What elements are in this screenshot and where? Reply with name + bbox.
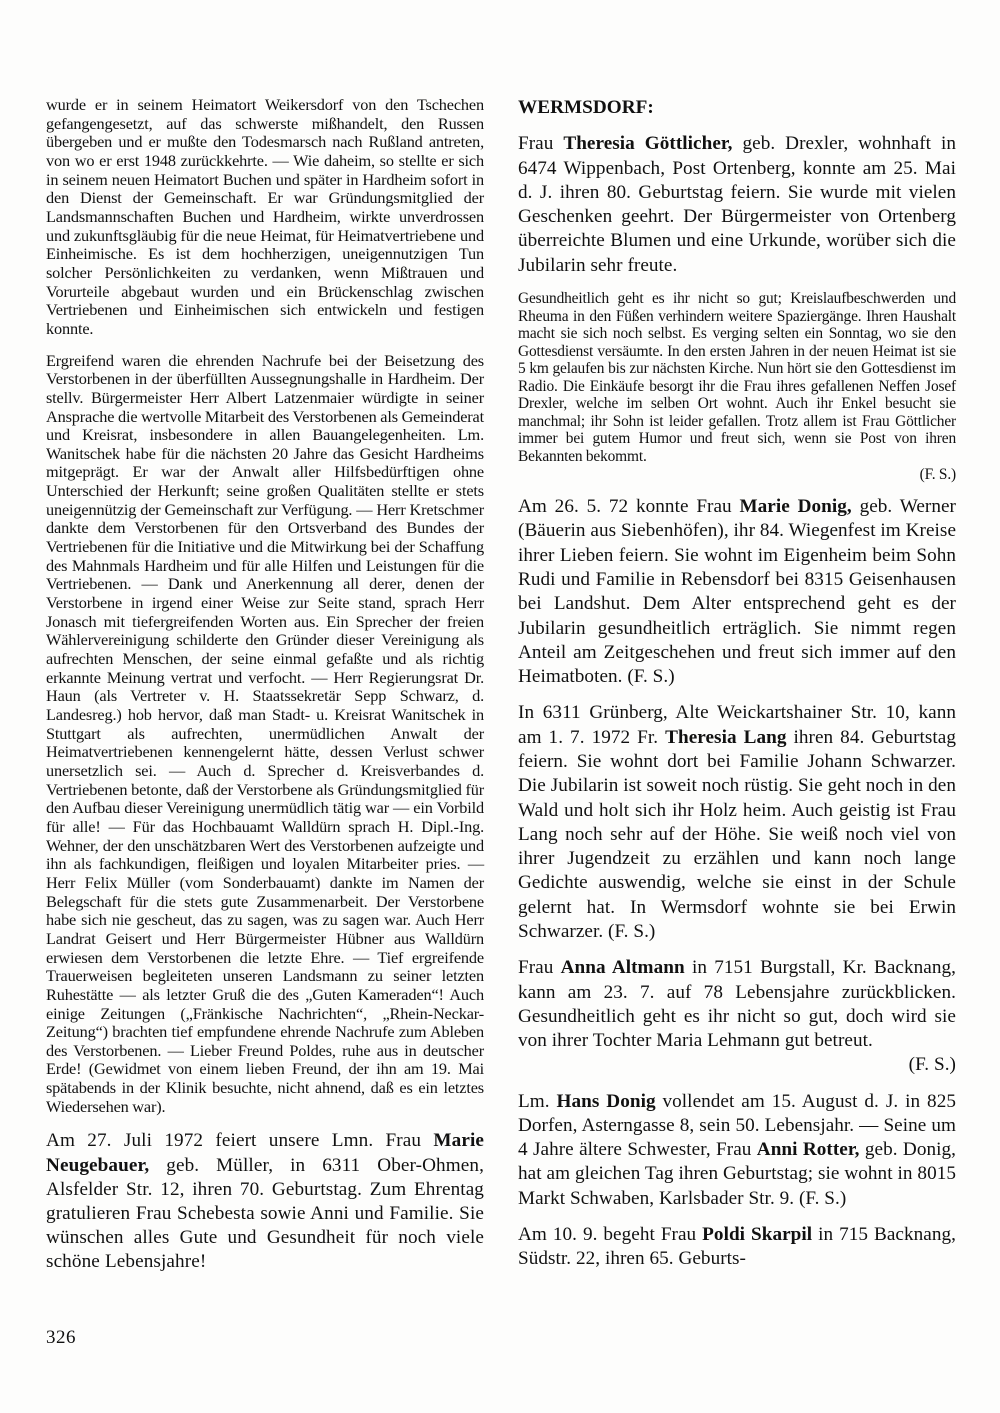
entry-post-text: geb. Donig, hat am gleichen Tag ihren Geburtstag; sie wohnt in 8015 Markt Schwaben, Karlsbader Str. 9. (F. S.)	[518, 1139, 956, 1209]
person-name-marie-donig: Marie Donig,	[739, 496, 852, 518]
entry-post-text: ihren 84. Geburtstag feiern. Sie wohnt dort bei Familie Johann Schwarzer. Die Jubilarin ist soweit noch rüstig. Sie geht noch in den Wald und holt sich ihr Holz heim. Auch geistig ist Frau Lang noch sehr auf der Höhe. Sie weiß noch viel von ihrer Jugendzeit zu erzählen und kann noch lange Gedichte auswendig, welche sie einst in der Schule gelernt hat. In Wermsdorf wohnte sie bei Erwin Schwarzer. (F. S.)	[518, 726, 957, 942]
entry-lang	[518, 701, 956, 944]
person-name-anni-rotter: Anni Rotter,	[756, 1139, 860, 1161]
entry-pre-text: Lm.	[518, 1090, 557, 1112]
person-name-anna-altmann: Anna Altmann	[560, 957, 685, 979]
signature-fs-2: (F. S.)	[908, 1054, 956, 1076]
entry-altmann	[518, 956, 956, 1077]
person-name-neugebauer: Marie Neugebauer,	[46, 1130, 484, 1176]
notice-neugebauer	[46, 1129, 484, 1274]
person-name-goettlicher: Theresia Göttlicher,	[563, 133, 733, 155]
person-name-poldi-skarpil: Poldi Skarpil	[702, 1224, 813, 1246]
section-heading-wermsdorf: WERMSDORF:	[518, 97, 654, 118]
entry-post-text: in 7151 Burgstall, Kr. Backnang, kann am 23. 7. auf 78 Lebensjahre zurückblicken. Gesundheitlich geht es ihr nicht so gut, doch wird sie von ihrer Tochter Maria Lehmann gut betreut.	[518, 957, 956, 1052]
entry-pre-text: Frau	[518, 957, 561, 979]
two-column-layout	[46, 96, 956, 1284]
entry-post-text: geb. Drexler, wohnhaft in 6474 Wippenbach, Post Ortenberg, konnte am 25. Mai d. J. ihren 80. Geburtstag feiern. Sie wurde mit vielen Geschenken geehrt. Der Bürgermeister von Ortenberg überreichte Blumen und eine Urkunde, worüber sich die Jubilarin sehr freute.	[518, 133, 957, 276]
entry-post-text: geb. Werner (Bäuerin aus Siebenhöfen), ihr 84. Wiegenfest im Kreise ihrer Lieben feiern. Sie wohnt im Eigenheim beim Sohn Rudi und Familie in Rebensdorf bei 8315 Geisenhausen bei Landshut. Dem Alter entsprechend geht es der Jubilarin gesundheitlich erträglich. Sie nimmt regen Anteil am Zeitgeschehen und freut sich immer auf den Heimatboten. (F. S.)	[518, 496, 957, 688]
entry-hans-donig	[518, 1090, 956, 1211]
notice-text-post: geb. Müller, in 6311 Ober-Ohmen, Alsfelder Str. 12, ihren 70. Geburtstag. Zum Ehrentag gratulieren Frau Schebesta sowie Anni und Familie. Sie wünschen alles Gute und Gesundheit für noch viele schöne Lebensjahre!	[46, 1154, 484, 1273]
entry-post-text: in 715 Backnang, Südstr. 22, ihren 65. Geburts-	[518, 1224, 956, 1270]
paragraph-obituary-1: wurde er in seinem Heimatort Weikersdorf von den Tschechen gefangengesetzt, auf das schwerste mißhandelt, den Russen übergeben und er mußte den Todesmarsch nach Rußland antreten, von wo er erst 1948 zurückkehrte. — Wie daheim, so stellte er sich in seinem neuen Heimatort Buchen und später in Hardheim sofort in den Dienst der Gemeinschaft. Er war Gründungsmitglied der Landsmannschaften Buchen und Hardheim, wirkte unverdrossen und zukunftsgläubig für die neue Heimat, für Heimatvertriebene und Einheimische. Es ist dem hochherzigen, uneigennutzigen Tun solcher Persönlichkeiten zu verdanken, wenn Mißtrauen und Vorurteile abgebaut wurden und ein Brückenschlag zwischen Vertriebenen und Einheimischen sich entwickeln und festigen konnte.	[46, 95, 484, 338]
entry-pre-text: Am 10. 9. begeht Frau	[518, 1224, 703, 1246]
notice-text-pre: Am 27. Juli 1972 feiert unsere Lmn. Frau	[46, 1130, 434, 1152]
right-column	[518, 96, 956, 1284]
signature-fs-1: (F. S.)	[919, 465, 956, 483]
entry-skarpil	[518, 1223, 956, 1272]
entry-goettlicher-details	[518, 290, 956, 483]
left-column	[46, 96, 484, 1284]
entry-details-text: Gesundheitlich geht es ihr nicht so gut; Kreislaufbeschwerden und Rheuma in den Füßen verhindern weitere Spaziergänge. Ihren Haushalt macht sie sich noch selbst. Es verging selten ein Sonntag, wo sie den Gottesdienst versäumte. In den ersten Jahren in der neuen Heimat ist sie 5 km gelaufen bis zur nächsten Kirche. Nun hört sie den Gottesdienst im Radio. Die Einkäufe besorgt ihr die Frau ihres gefallenen Neffen Josef Drexler, welche im selben Ort wohnt. Auch ihr Enkel besucht sie manchmal; ihr Sohn ist leider gefallen. Trotz allem ist Frau Göttlicher immer bei gutem Humor und freut sich, wenn sie Post von ihren Bekannten bekommt.	[518, 289, 956, 466]
entry-pre-text: Frau	[518, 133, 564, 155]
entry-mid-text: vollendet am 15. August d. J. in 825 Dorfen, Asterngasse 8, sein 50. Lebensjahr. — Seine um 4 Jahre ältere Schwester, Frau	[518, 1090, 956, 1161]
entry-pre-text: In 6311 Grünberg, Alte Weickartshainer Str. 10, kann am 1. 7. 1972 Fr.	[518, 702, 956, 748]
paragraph-obituary-2: Ergreifend waren die ehrenden Nachrufe bei der Beisetzung des Verstorbenen in der überfüllten Aussegnungshalle in Hardheim. Der stellv. Bürgermeister Herr Albert Latzenmaier würdigte in seiner Ansprache die wertvolle Mitarbeit des Verstorbenen als Gemeinderat und Kreisrat, insbesondere in allen Bauangelegenheiten. Lm. Wanitschek habe für die nächsten 20 Jahre das Gesicht Hardheims mitgeprägt. Er war der Anwalt aller Hilfsbedürftigen ohne Unterschied der Herkunft; seine großen Qualitäten stellte er stets uneigennützig der Gemeinschaft zur Verfügung. — Herr Kretschmer dankte dem Verstorbenen für den Ortsverband des Bundes der Vertriebenen für die Initiative und die Mitwirkung bei der Schaffung des Mahnmals Hardheim und für alle Hilfen und Leistungen für die Vertriebenen. — Dank und Anerkennung all derer, denen der Verstorbene in irgend einer Weise zur Seite stand, sprach Herr Jonasch mit tiefergreifenden Worten aus. Ein Sprecher der freien Wählervereinigung schilderte den Gründer dieser Vereinigung als aufrechten Menschen, der seine einmal gefaßte und als richtig erkannte Meinung vertrat und verfocht. — Herr Regierungsrat Dr. Haun (als Vertreter v. H. Staatssekretär Sepp Schwarz, d. Landesreg.) hob hervor, daß man Stadt- u. Kreisrat Wanitschek in Stuttgart als aufrechten, unermüdlichen Anwalt der Heimatvertriebenen kennengelernt hätte, dessen Verlust schwer unersetzlich sei. — Auch d. Sprecher d. Kreisverbandes d. Vertriebenen betonte, daß der Verstorbene als Gründungsmitglied für den Aufbau dieser Vereinigung unermüdlich tätig war — ein Vorbild für alle! — Für das Hochbauamt Walldürn sprach H. Dipl.-Ing. Wehner, der den unschätzbaren Wert des Verstorbenen aufzeigte und ihn als fachkundigen, fleißigen und loyalen Mitarbeiter pries. — Herr Felix Müller (vom Sonderbauamt) dankte im Namen der Belegschaft für die stets gute Zusammenarbeit. Der Verstorbene habe sich nie gescheut, das zu sagen, was zu sagen war. Auch Herr Landrat Geisert und Herr Bürgermeister Hübner aus Walldürn erwiesen dem Verstorbenen die letzte Ehre. — Tief ergreifende Trauerweisen begleiteten unseren Landsmann zu seiner letzten Ruhestätte — als letzter Gruß die des „Guten Kameraden“! Auch einige Zeitungen („Fränkische Nachrichten“, „Rhein-Neckar-Zeitung“) brachten tief empfundene ehrende Nachrufe zum Ableben des Verstorbenen. — Lieber Freund Poldes, ruhe aus in deutscher Erde! (Gewidmet von einem lieben Freund, der ihn am 19. Mai spätabends in der Klinik besuchte, nicht ahnend, daß es ein letztes Wiedersehen war).	[46, 350, 484, 1116]
page-number: 326	[46, 1327, 76, 1348]
entry-goettlicher	[518, 132, 956, 278]
person-name-hans-donig: Hans Donig	[556, 1090, 656, 1112]
entry-pre-text: Am 26. 5. 72 konnte Frau	[518, 496, 740, 518]
entry-donig-marie	[518, 495, 956, 689]
person-name-theresia-lang: Theresia Lang	[665, 726, 787, 748]
